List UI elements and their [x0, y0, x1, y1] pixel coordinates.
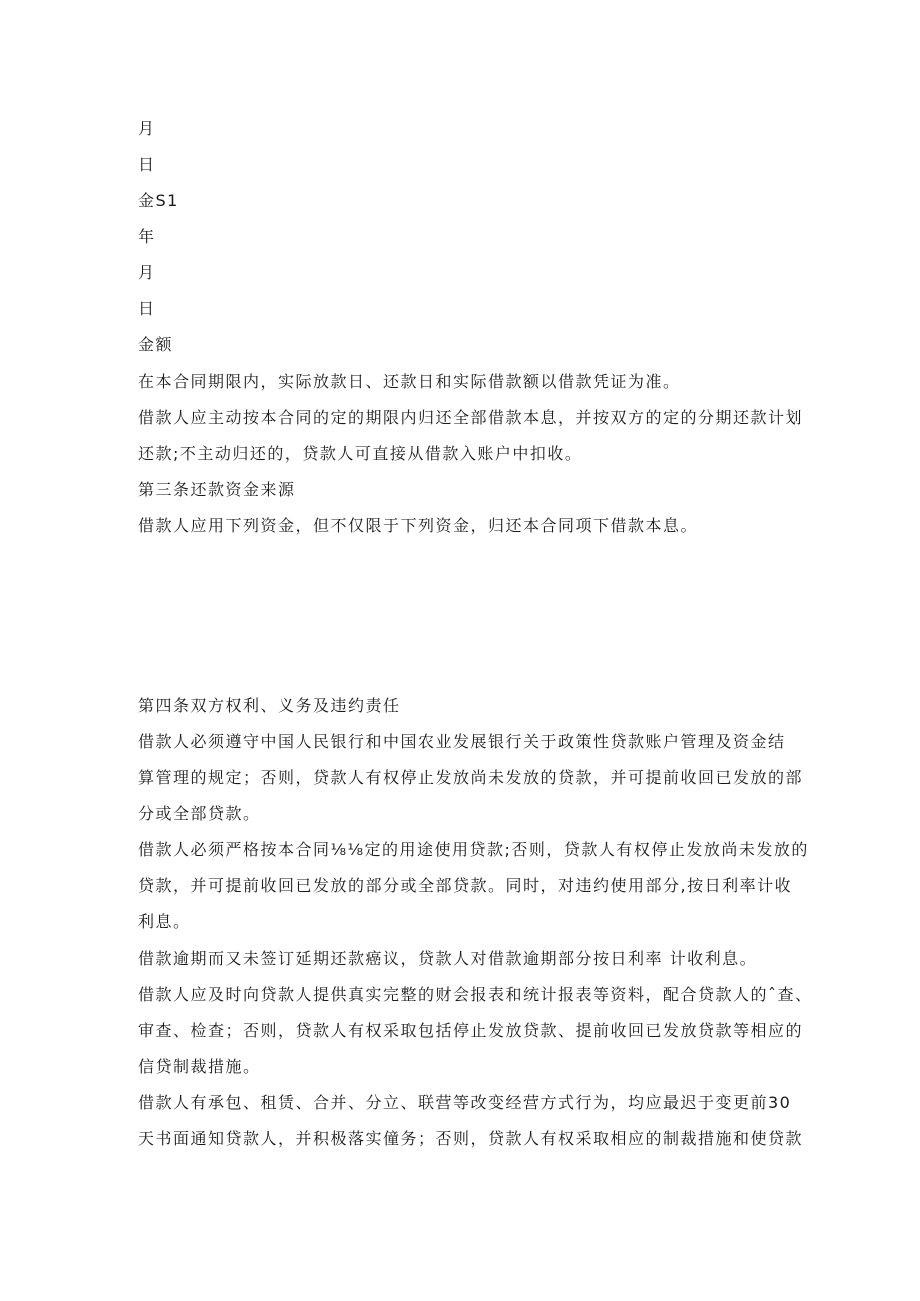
- paragraph-line: 信贷制裁措施。: [138, 1057, 261, 1076]
- paragraph-line: 在本合同期限内，实际放款日、还款日和实际借款额以借款凭证为准。: [138, 372, 681, 391]
- text-line-day: 日: [138, 155, 156, 174]
- paragraph-line: 借款人有承包、租赁、合并、分立、联营等改变经营方式行为，均应最迟于变更前30: [138, 1093, 792, 1112]
- text-line-amount: 金额: [138, 335, 174, 354]
- paragraph-line: 借款逾期而又未签订延期还款癌议，贷款人对借款逾期部分按日利率 计收利息。: [138, 949, 758, 968]
- paragraph-line: 借款人应用下列资金，但不仅限于下列资金，归还本合同项下借款本息。: [138, 516, 699, 535]
- text-line-day-2: 日: [138, 299, 156, 318]
- paragraph-line: 天书面通知贷款人，并积极落实僮务；否则，贷款人有权采取相应的制裁措施和使贷款: [138, 1129, 804, 1148]
- paragraph-line: 分或全部贷款。: [138, 804, 261, 823]
- text-line-amount-s1: 金S1: [138, 191, 179, 210]
- text-line-month-2: 月: [138, 263, 156, 282]
- paragraph-line: 算管理的规定；否则，贷款人有权停止发放尚未发放的贷款，并可提前收回已发放的部: [138, 768, 804, 787]
- paragraph-line: 借款人应主动按本合同的定的期限内归还全部借款本息，并按双方的定的分期还款计划: [138, 408, 804, 427]
- paragraph-line: 借款人应及时向贷款人提供真实完整的财会报表和统计报表等资料，配合贷款人的ˆ查、: [138, 985, 813, 1004]
- paragraph-line: 借款人必须遵守中国人民银行和中国农业发展银行关于政策性贷款账户管理及资金结: [138, 732, 786, 751]
- paragraph-line: 利息。: [138, 912, 191, 931]
- section-heading: 第四条双方权利、义务及违约责任: [138, 696, 401, 715]
- section-heading: 第三条还款资金来源: [138, 480, 296, 499]
- paragraph-line: 还款;不主动归还的，贷款人可直接从借款入账户中扣收。: [138, 444, 583, 463]
- paragraph-line: 借款人必须严格按本合同⅛⅛定的用途使用贷款;否则，贷款人有权停止发放尚未发放的: [138, 840, 809, 859]
- text-line-month: 月: [138, 119, 156, 138]
- paragraph-line: 贷款，并可提前收回已发放的部分或全部贷款。同时，对违约使用部分,按日利率计收: [138, 876, 793, 895]
- paragraph-line: 审查、检查；否则，贷款人有权采取包括停止发放贷款、提前收回已发放贷款等相应的: [138, 1021, 804, 1040]
- text-line-year: 年: [138, 227, 156, 246]
